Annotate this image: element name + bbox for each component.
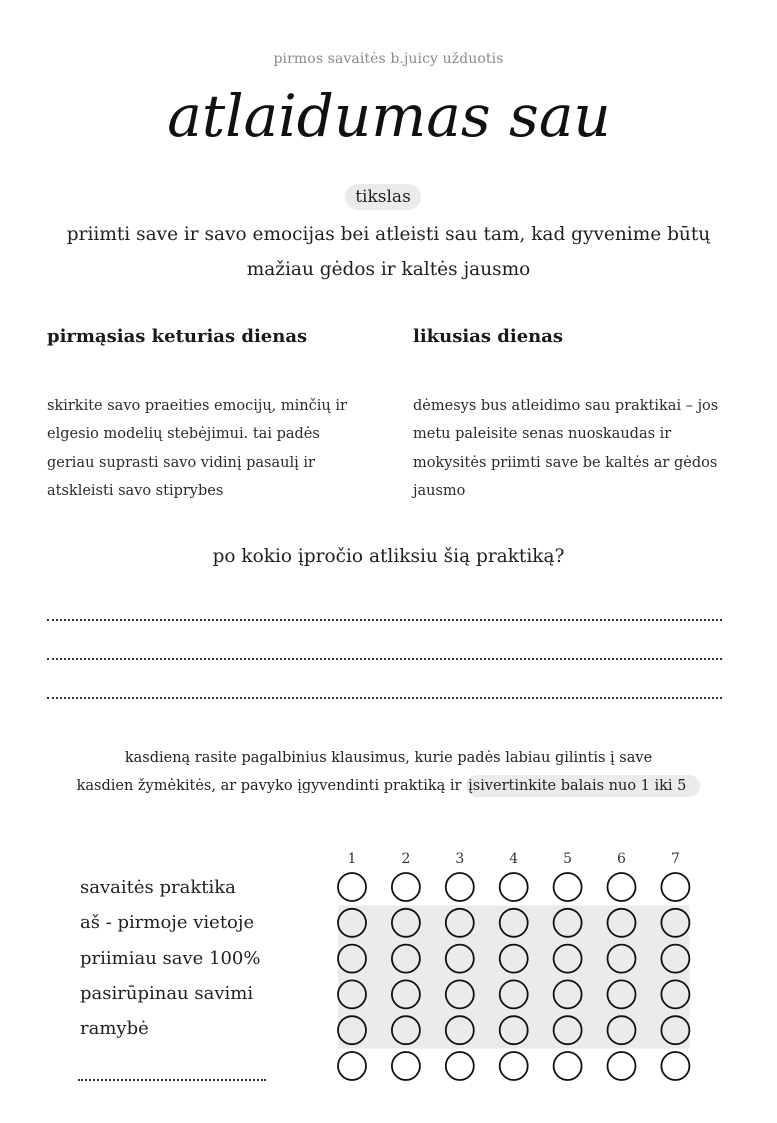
tracker-checkbox-circle[interactable]: [608, 1052, 636, 1080]
first-days-text: [47, 392, 357, 505]
tracker-checkbox-circle[interactable]: [392, 980, 420, 1008]
tracker-checkbox-circle[interactable]: [661, 980, 689, 1008]
remaining-days-text: [413, 392, 723, 505]
answer-line[interactable]: [47, 697, 722, 699]
tracker-checkbox-circle[interactable]: [554, 873, 582, 901]
tracker-checkbox-circle[interactable]: [554, 1016, 582, 1044]
tracker-checkbox-circle[interactable]: [500, 945, 528, 973]
habit-question: po kokio įpročio atliksiu šią praktiką?: [212, 546, 565, 567]
tracker-checkbox-circle[interactable]: [554, 980, 582, 1008]
tracker-checkbox-circle[interactable]: [338, 980, 366, 1008]
text-line: skirkite savo praeities emocijų, minčių ir: [47, 398, 347, 414]
tracker-checkbox-circle[interactable]: [500, 1016, 528, 1044]
tracker-checkbox-circle[interactable]: [554, 1052, 582, 1080]
day-number-label: 3: [455, 851, 465, 867]
goal-text-line: mažiau gėdos ir kaltės jausmo: [246, 259, 531, 280]
rating-highlight: įsivertinkite balais nuo 1 iki 5: [466, 775, 700, 797]
tracker-checkbox-circle[interactable]: [338, 1052, 366, 1080]
day-number-label: 5: [563, 851, 573, 867]
habit-label: savaitės praktika: [80, 877, 236, 898]
day-number-label: 7: [670, 851, 680, 867]
tracker-checkbox-circle[interactable]: [446, 1016, 474, 1044]
tracker-checkbox-circle[interactable]: [661, 1052, 689, 1080]
tracker-checkbox-circle[interactable]: [338, 945, 366, 973]
tracker-checkbox-circle[interactable]: [446, 945, 474, 973]
tracker-checkbox-circle[interactable]: [392, 909, 420, 937]
tracker-checkbox-circle[interactable]: [338, 1016, 366, 1044]
tracker-checkbox-circle[interactable]: [392, 1016, 420, 1044]
text-line: metu paleisite senas nuoskaudas ir: [413, 426, 672, 443]
goal-tag: tikslas: [345, 184, 421, 210]
tracker-checkbox-circle[interactable]: [392, 1052, 420, 1080]
tracker-checkbox-circle[interactable]: [446, 909, 474, 937]
tracker-checkbox-circle[interactable]: [554, 945, 582, 973]
tracker-checkbox-circle[interactable]: [661, 873, 689, 901]
tracker-checkbox-circle[interactable]: [608, 873, 636, 901]
info-line-rating: [0, 778, 777, 794]
day-number-label: 1: [347, 851, 357, 867]
info-text: kasdien žymėkitės, ar pavyko įgyvendinti praktiką ir: [76, 778, 467, 794]
tracker-checkbox-circle[interactable]: [661, 1016, 689, 1044]
tracker-checkbox-circle[interactable]: [608, 909, 636, 937]
text-line: jausmo: [413, 482, 466, 499]
tracker-checkbox-circle[interactable]: [500, 909, 528, 937]
habit-label: pasirūpinau savimi: [80, 982, 254, 1004]
habit-list: [80, 870, 330, 1046]
text-line: atskleisti savo stiprybes: [47, 482, 224, 499]
answer-line[interactable]: [47, 658, 722, 660]
day-number-label: 4: [509, 851, 519, 867]
text-line: mokysitės priimti save be kaltės ar gėdos: [413, 454, 718, 471]
tracker-checkbox-circle[interactable]: [608, 945, 636, 973]
tracker-checkbox-circle[interactable]: [500, 1052, 528, 1080]
habit-label: ramybė: [80, 1018, 149, 1040]
tracker-checkbox-circle[interactable]: [392, 873, 420, 901]
tracker-checkbox-circle[interactable]: [500, 873, 528, 901]
tracker-checkbox-circle[interactable]: [392, 945, 420, 973]
page-title: [0, 68, 777, 168]
habit-label: aš - pirmoje vietoje: [80, 912, 255, 934]
answer-line[interactable]: [47, 619, 722, 621]
habit-label: priimiau save 100%: [80, 947, 261, 969]
tracker-checkbox-circle[interactable]: [554, 909, 582, 937]
tracker-checkbox-circle[interactable]: [446, 1052, 474, 1080]
tracker-checkbox-circle[interactable]: [608, 980, 636, 1008]
remaining-days-heading: likusias dienas: [413, 326, 564, 347]
page-title-text: atlaidumas sau: [166, 82, 611, 150]
tracker-checkbox-circle[interactable]: [338, 873, 366, 901]
tracker-checkbox-circle[interactable]: [338, 909, 366, 937]
info-line-daily-questions: kasdieną rasite pagalbinius klausimus, kurie padės labiau gilintis į save: [124, 750, 653, 766]
text-line: geriau suprasti savo vidinį pasaulį ir: [47, 454, 315, 471]
tracker-checkbox-circle[interactable]: [608, 1016, 636, 1044]
tracker-checkbox-circle[interactable]: [661, 909, 689, 937]
day-number-label: 6: [617, 851, 626, 867]
tracker-checkbox-circle[interactable]: [661, 945, 689, 973]
first-days-heading: pirmąsias keturias dienas: [47, 326, 308, 347]
shaded-row-band: [338, 905, 689, 1048]
day-number-label: 2: [401, 851, 411, 867]
text-line: elgesio modelių stebėjimui. tai padės: [47, 426, 320, 443]
goal-text-line: priimti save ir savo emocijas bei atleisti sau tam, kad gyvenime būtų: [66, 224, 711, 245]
tracker-checkbox-circle[interactable]: [446, 873, 474, 901]
page-subtitle: pirmos savaitės b.juicy užduotis: [273, 51, 504, 67]
custom-habit-line[interactable]: [78, 1079, 266, 1081]
title-script-lettering: [159, 68, 619, 168]
goal-text: [40, 217, 737, 287]
text-line: dėmesys bus atleidimo sau praktikai – jos: [413, 398, 719, 414]
tracker-checkbox-circle[interactable]: [500, 980, 528, 1008]
tracker-checkbox-circle[interactable]: [446, 980, 474, 1008]
